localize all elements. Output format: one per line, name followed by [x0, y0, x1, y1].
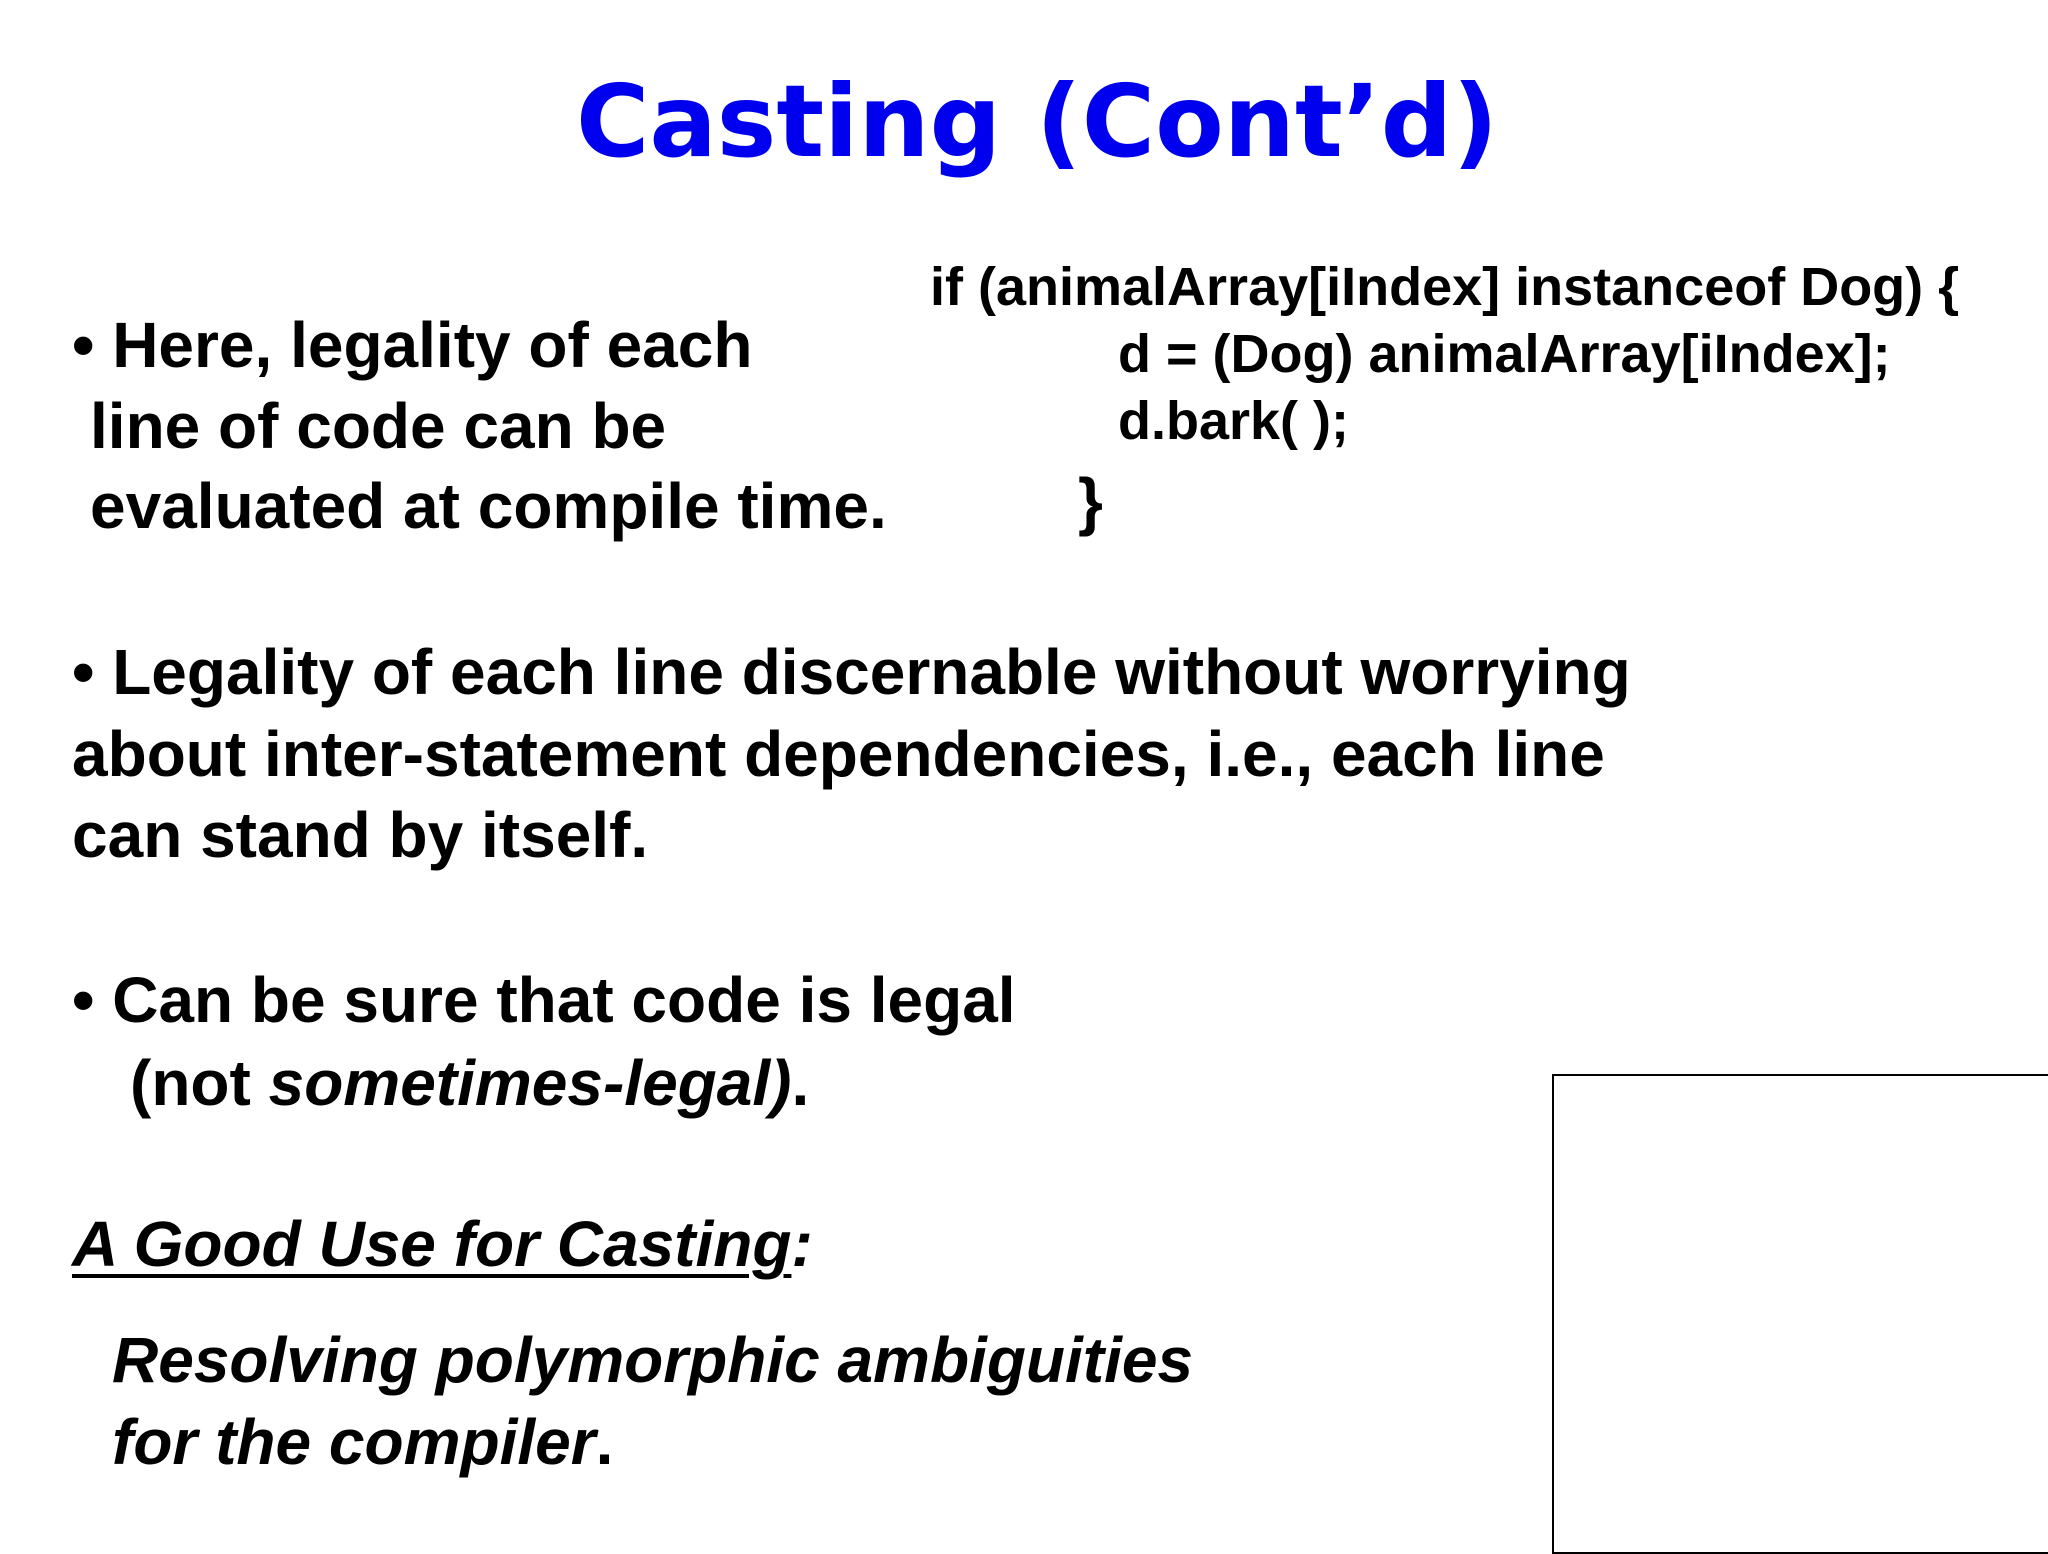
bullet-marker: • [72, 964, 95, 1036]
bullet-marker: • [72, 636, 95, 708]
bullet-2-text: Legality of each line discernable without worrying [112, 636, 1631, 708]
empty-image-frame [1552, 1074, 2048, 1554]
good-use-heading-text: A Good Use for Casting [72, 1208, 792, 1280]
good-use-line-2-text: for the compiler [112, 1406, 596, 1478]
code-line-cast: d = (Dog) animalArray[iIndex]; [1118, 324, 1891, 384]
slide-title: Casting (Cont’d) [575, 63, 1499, 180]
bullet-2-line-1 [72, 632, 1631, 712]
bullet-1-text: Here, legality of each [112, 309, 753, 381]
bullet-2-line-2: about inter-statement dependencies, i.e., each line [72, 718, 1605, 790]
good-use-heading [72, 1204, 813, 1284]
good-use-line-1: Resolving polymorphic ambiguities [112, 1324, 1194, 1396]
bullet-3-text: Can be sure that code is legal [112, 964, 1016, 1036]
bullet-3-line-1 [72, 960, 1016, 1040]
bullet-2-line-3: can stand by itself. [72, 799, 649, 871]
bullet-1-line-2: line of code can be [90, 390, 667, 462]
code-line-if: if (animalArray[iIndex] instanceof Dog) { [930, 257, 1960, 317]
bullet-3-open: (not [130, 1047, 269, 1119]
code-line-bark: d.bark( ); [1118, 391, 1350, 451]
bullet-1-line-3: evaluated at compile time. [90, 470, 887, 542]
bullet-3-period: . [791, 1047, 810, 1119]
bullet-3-italic: sometimes-legal) [268, 1047, 792, 1119]
bullet-1-line-1 [72, 305, 752, 385]
good-use-colon: : [791, 1208, 813, 1280]
good-use-period: . [595, 1406, 614, 1478]
bullet-3-line-2 [130, 1043, 809, 1123]
code-closing-brace: } [1078, 465, 1103, 537]
bullet-marker: • [72, 309, 95, 381]
good-use-line-2 [112, 1402, 613, 1482]
